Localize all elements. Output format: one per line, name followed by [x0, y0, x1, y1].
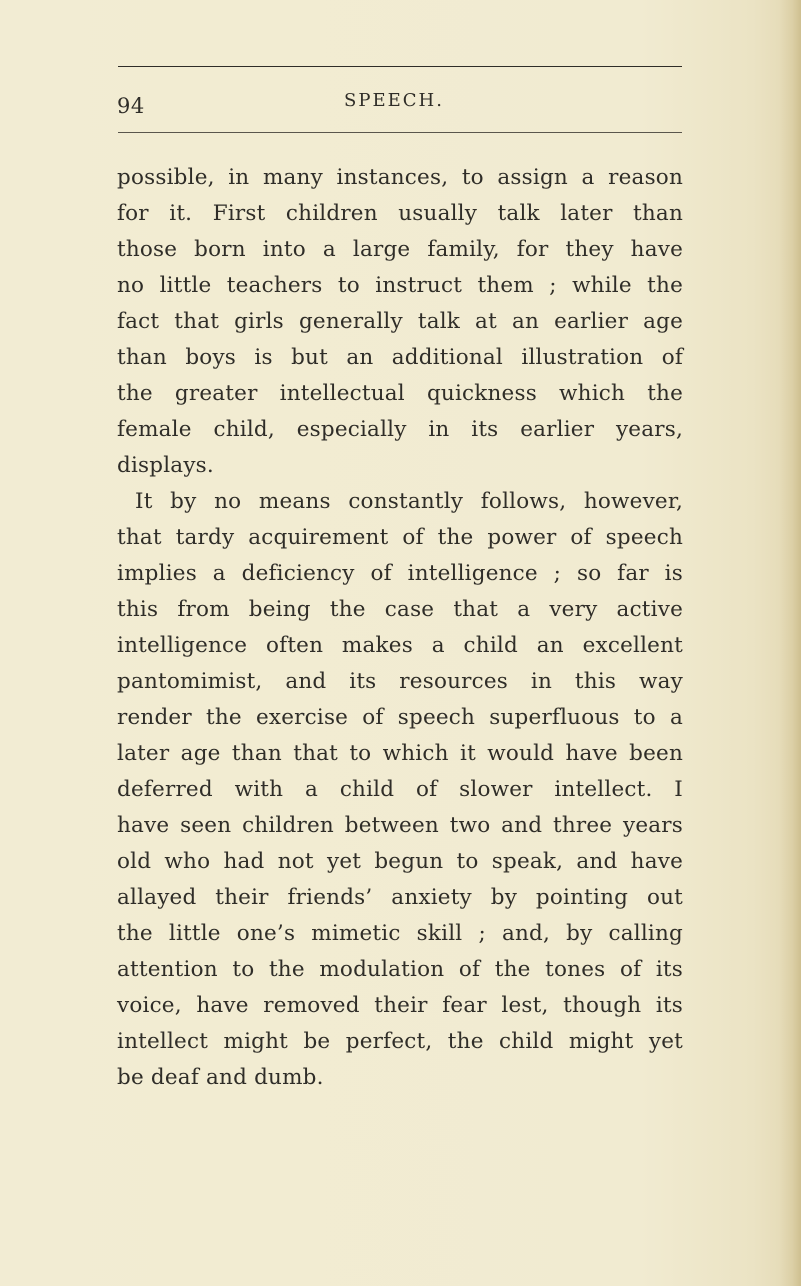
paragraph-end-line: be deaf and dumb. — [117, 1065, 324, 1090]
text-line: that tardy acquirement of the power of speech — [117, 525, 683, 550]
text-line: implies a deficiency of intelligence ; so far is — [117, 561, 683, 586]
text-line: female child, especially in its earlier years, — [117, 417, 683, 442]
text-line: the little one’s mimetic skill ; and, by calling — [117, 921, 683, 946]
text-line: render the exercise of speech superfluous to a — [117, 705, 683, 730]
page-number: 94 — [117, 94, 145, 118]
paragraph-end-line: displays. — [117, 453, 214, 478]
text-line: intellect might be perfect, the child might yet — [117, 1029, 683, 1054]
text-line: voice, have removed their fear lest, though its — [117, 993, 683, 1018]
header-top-rule — [118, 66, 682, 67]
text-line: old who had not yet begun to speak, and have — [117, 849, 683, 874]
text-line: allayed their friends’ anxiety by pointing out — [117, 885, 683, 910]
running-head: SPEECH. — [344, 90, 444, 111]
text-line: than boys is but an additional illustration of — [117, 345, 683, 370]
body-text — [117, 160, 683, 1096]
text-line: pantomimist, and its resources in this way — [117, 669, 683, 694]
text-line: for it. First children usually talk later than — [117, 201, 683, 226]
text-line: the greater intellectual quickness which the — [117, 381, 683, 406]
text-line: those born into a large family, for they have — [117, 237, 683, 262]
text-line: have seen children between two and three years — [117, 813, 683, 838]
text-line: deferred with a child of slower intellect. I — [117, 777, 683, 802]
text-line: this from being the case that a very active — [117, 597, 683, 622]
page-edge-shadow — [779, 0, 801, 1286]
text-line: intelligence often makes a child an excellent — [117, 633, 683, 658]
header-bottom-rule — [118, 132, 682, 133]
text-line: attention to the modulation of the tones of its — [117, 957, 683, 982]
text-line: fact that girls generally talk at an earlier age — [117, 309, 683, 334]
text-line: possible, in many instances, to assign a reason — [117, 165, 683, 190]
paragraph-start-line: It by no means constantly follows, however, — [135, 489, 683, 514]
text-line: later age than that to which it would have been — [117, 741, 683, 766]
text-line: no little teachers to instruct them ; while the — [117, 273, 683, 298]
